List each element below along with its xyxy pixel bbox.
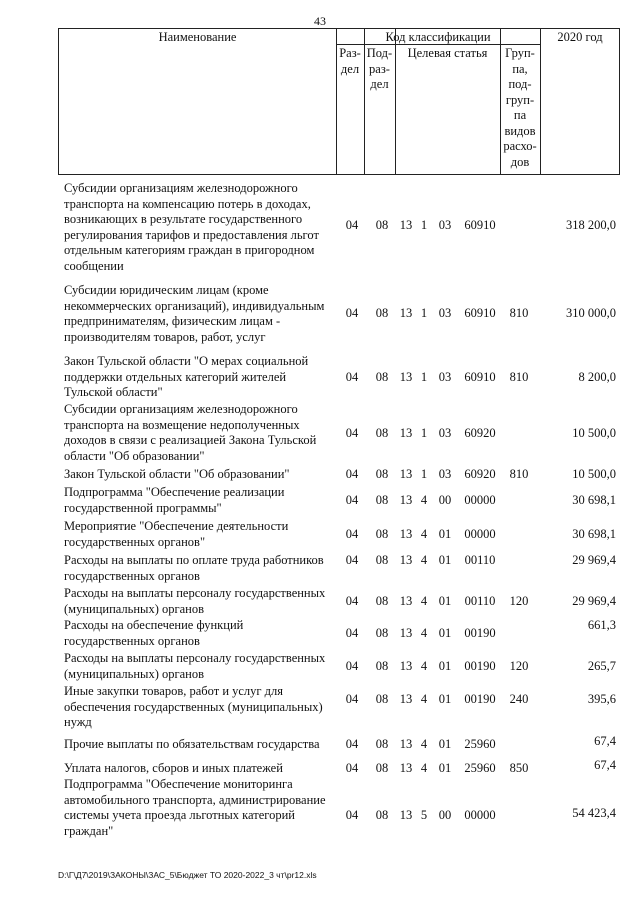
row-target-program: 13 [399, 594, 413, 608]
row-name: Субсидии юридическим лицам (кроме некоммерческих организаций), индивидуальным предпринимателям, физическим лицам - производителям товаров, работ, услуг [64, 283, 325, 344]
row-amount: 10 500,0 [572, 467, 616, 481]
row-target-subprogram: 4 [420, 692, 428, 706]
row-target-event: 03 [438, 218, 452, 232]
row-target-event: 01 [438, 737, 452, 751]
row-name: Закон Тульской области "Об образовании" [64, 467, 290, 481]
row-razdel: 04 [345, 306, 359, 320]
row-target-subprogram: 4 [420, 553, 428, 567]
row-podrazdel: 08 [375, 692, 389, 706]
row-target-direction: 00110 [464, 553, 496, 567]
page-number: 43 [314, 14, 326, 28]
row-podrazdel: 08 [375, 493, 389, 507]
table-row [0, 618, 640, 650]
table-row [0, 777, 640, 857]
row-target-event: 03 [438, 306, 452, 320]
row-podrazdel: 08 [375, 626, 389, 640]
row-podrazdel: 08 [375, 659, 389, 673]
table-row [0, 519, 640, 551]
row-target-direction: 60920 [464, 426, 496, 440]
row-target-subprogram: 4 [420, 527, 428, 541]
row-target-event: 01 [438, 594, 452, 608]
row-target-event: 03 [438, 370, 452, 384]
row-amount: 10 500,0 [572, 426, 616, 440]
row-target-program: 13 [399, 467, 413, 481]
row-razdel: 04 [345, 527, 359, 541]
table-row [0, 485, 640, 517]
row-target-subprogram: 4 [420, 626, 428, 640]
row-target-subprogram: 4 [420, 761, 428, 775]
row-name: Иные закупки товаров, работ и услуг для обеспечения государственных (муниципальных) нужд [64, 684, 323, 729]
table-header [58, 28, 620, 175]
row-name: Субсидии организациям железнодорожного транспорта на компенсацию потерь в доходах, возникающих в результате государственного регулирования тарифов и предоставления льгот отдельным категориям граждан в пригородном сообщении [64, 181, 319, 273]
row-name: Подпрограмма "Обеспечение мониторинга автомобильного транспорта, администрирование системы учета проезда льготных категорий граждан" [64, 777, 326, 838]
row-podrazdel: 08 [375, 808, 389, 822]
row-target-direction: 00190 [464, 692, 496, 706]
row-target-program: 13 [399, 370, 413, 384]
row-podrazdel: 08 [375, 737, 389, 751]
row-podrazdel: 08 [375, 761, 389, 775]
row-amount: 661,3 [587, 618, 616, 632]
row-amount: 310 000,0 [566, 306, 616, 320]
header-target: Целевая статья [407, 46, 488, 60]
table-row [0, 651, 640, 683]
row-target-direction: 00000 [464, 808, 496, 822]
row-target-direction: 60910 [464, 370, 496, 384]
row-amount: 8 200,0 [578, 370, 616, 384]
row-target-direction: 00110 [464, 594, 496, 608]
header-divider [540, 29, 541, 174]
row-target-event: 01 [438, 553, 452, 567]
row-target-subprogram: 4 [420, 659, 428, 673]
row-target-program: 13 [399, 553, 413, 567]
row-podrazdel: 08 [375, 594, 389, 608]
row-target-subprogram: 4 [420, 493, 428, 507]
row-name: Расходы на обеспечение функций государственных органов [64, 618, 244, 648]
row-target-direction: 00000 [464, 493, 496, 507]
row-target-direction: 25960 [464, 737, 496, 751]
row-name: Мероприятие "Обеспечение деятельности государственных органов" [64, 519, 289, 549]
row-target-subprogram: 1 [420, 426, 428, 440]
header-podrazdel: Под- раз- дел [366, 46, 393, 91]
row-target-program: 13 [399, 306, 413, 320]
row-target-direction: 60920 [464, 467, 496, 481]
header-code: Код классификации [385, 30, 491, 44]
row-razdel: 04 [345, 659, 359, 673]
row-target-program: 13 [399, 527, 413, 541]
row-group: 120 [509, 659, 529, 673]
header-name: Наименование [158, 30, 237, 44]
header-razdel: Раз- дел [339, 46, 361, 76]
row-target-subprogram: 4 [420, 737, 428, 751]
row-podrazdel: 08 [375, 218, 389, 232]
row-razdel: 04 [345, 218, 359, 232]
row-amount: 30 698,1 [572, 493, 616, 507]
row-razdel: 04 [345, 626, 359, 640]
row-target-event: 00 [438, 493, 452, 507]
row-target-direction: 60910 [464, 306, 496, 320]
row-name: Закон Тульской области "О мерах социальной поддержки отдельных категорий жителей Тульской области" [64, 354, 309, 399]
row-podrazdel: 08 [375, 553, 389, 567]
row-target-program: 13 [399, 808, 413, 822]
header-group: Груп- па, под- груп- па видов расхо- дов [503, 46, 537, 169]
row-target-event: 00 [438, 808, 452, 822]
row-amount: 395,6 [587, 692, 616, 706]
table-row [0, 586, 640, 618]
row-target-program: 13 [399, 218, 413, 232]
row-razdel: 04 [345, 808, 359, 822]
table-row [0, 684, 640, 732]
row-amount: 29 969,4 [572, 594, 616, 608]
table-row [0, 467, 640, 483]
row-target-event: 01 [438, 626, 452, 640]
row-razdel: 04 [345, 737, 359, 751]
row-target-subprogram: 4 [420, 594, 428, 608]
table-row [0, 354, 640, 402]
row-target-direction: 00000 [464, 527, 496, 541]
row-group: 120 [509, 594, 529, 608]
row-amount: 67,4 [594, 758, 616, 772]
row-amount: 54 423,4 [572, 806, 616, 820]
row-amount: 29 969,4 [572, 553, 616, 567]
row-target-program: 13 [399, 659, 413, 673]
row-razdel: 04 [345, 467, 359, 481]
row-target-program: 13 [399, 761, 413, 775]
row-target-direction: 00190 [464, 659, 496, 673]
row-razdel: 04 [345, 594, 359, 608]
row-name: Подпрограмма "Обеспечение реализации государственной программы" [64, 485, 285, 515]
row-target-program: 13 [399, 426, 413, 440]
table-row [0, 181, 640, 273]
row-target-subprogram: 1 [420, 218, 428, 232]
row-target-direction: 00190 [464, 626, 496, 640]
table-row [0, 734, 640, 753]
row-target-program: 13 [399, 626, 413, 640]
row-target-program: 13 [399, 493, 413, 507]
footer-file-path: D:\Г\Д7\2019\ЗАКОНЫ\ЗАС_5\Бюджет ТО 2020-2022_3 чт\pr12.xls [58, 870, 317, 880]
row-target-program: 13 [399, 737, 413, 751]
row-podrazdel: 08 [375, 527, 389, 541]
row-razdel: 04 [345, 426, 359, 440]
row-name: Расходы на выплаты персоналу государственных (муниципальных) органов [64, 651, 326, 681]
row-target-event: 01 [438, 692, 452, 706]
row-group: 240 [509, 692, 529, 706]
row-podrazdel: 08 [375, 306, 389, 320]
row-razdel: 04 [345, 370, 359, 384]
row-amount: 318 200,0 [566, 218, 616, 232]
row-amount: 30 698,1 [572, 527, 616, 541]
row-target-direction: 25960 [464, 761, 496, 775]
row-target-event: 01 [438, 527, 452, 541]
row-name: Расходы на выплаты персоналу государственных (муниципальных) органов [64, 586, 326, 616]
table-row [0, 283, 640, 345]
row-razdel: 04 [345, 553, 359, 567]
row-target-direction: 60910 [464, 218, 496, 232]
row-podrazdel: 08 [375, 426, 389, 440]
table-row [0, 758, 640, 777]
row-target-program: 13 [399, 692, 413, 706]
header-year: 2020 год [557, 30, 603, 44]
row-target-event: 03 [438, 426, 452, 440]
row-group: 850 [509, 761, 529, 775]
row-name: Расходы на выплаты по оплате труда работников государственных органов [64, 553, 324, 583]
row-name: Субсидии организациям железнодорожного транспорта на возмещение недополученных доходов в связи с реализацией Закона Тульской области "Об образовании" [64, 402, 317, 463]
row-razdel: 04 [345, 692, 359, 706]
table-row [0, 553, 640, 585]
row-name: Уплата налогов, сборов и иных платежей [64, 761, 283, 775]
row-group: 810 [509, 370, 529, 384]
row-target-event: 03 [438, 467, 452, 481]
row-group: 810 [509, 306, 529, 320]
table-row [0, 402, 640, 464]
row-razdel: 04 [345, 493, 359, 507]
row-podrazdel: 08 [375, 467, 389, 481]
row-target-subprogram: 5 [420, 808, 428, 822]
row-razdel: 04 [345, 761, 359, 775]
row-target-event: 01 [438, 761, 452, 775]
row-amount: 265,7 [587, 659, 616, 673]
row-target-subprogram: 1 [420, 370, 428, 384]
row-target-subprogram: 1 [420, 306, 428, 320]
row-target-subprogram: 1 [420, 467, 428, 481]
row-name: Прочие выплаты по обязательствам государства [64, 737, 320, 751]
row-podrazdel: 08 [375, 370, 389, 384]
row-target-event: 01 [438, 659, 452, 673]
row-amount: 67,4 [594, 734, 616, 748]
row-group: 810 [509, 467, 529, 481]
